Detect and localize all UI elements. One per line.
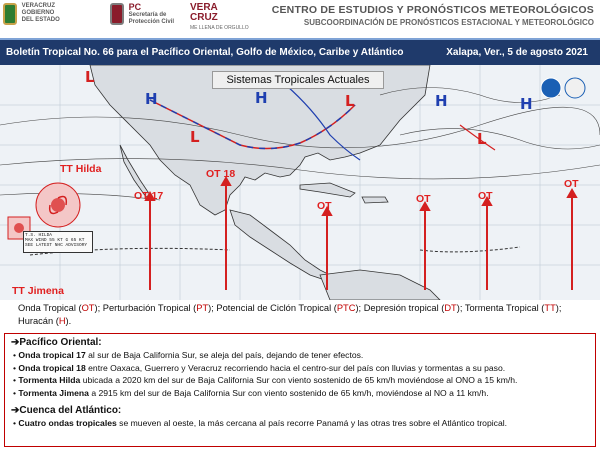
- logo-pc-line-2: Secretaría de: [128, 12, 167, 18]
- low-pressure-label-3: L: [345, 92, 355, 110]
- hispaniola-land: [362, 197, 388, 203]
- surface-weather-map: [0, 65, 600, 300]
- logo-veracruz-line-2: GOBIERNO: [21, 10, 55, 16]
- pacific-item: • Onda tropical 18 entre Oaxaca, Guerrero y Veracruz recorriendo hacia el centro-sur del país con lluvias y tormentas a su paso.: [11, 362, 589, 374]
- pacific-item: • Tormenta Hilda ubicada a 2020 km del sur de Baja California Sur con viento sostenido de 65 km/h moviéndose al ONO a 15 km/h.: [11, 374, 589, 386]
- map-graphics: [0, 65, 600, 300]
- legend-abbr-pt: PT: [196, 303, 209, 313]
- pc-crest-icon: [110, 3, 124, 25]
- ot17-label: OT 17: [134, 190, 164, 202]
- bulletin-title: Boletín Tropical No. 66 para el Pacífico Oriental, Golfo de México, Caribe y Atlántico: [6, 47, 404, 58]
- legend-abbr-dt: DT: [444, 303, 457, 313]
- center-title: CENTRO DE ESTUDIOS Y PRONÓSTICOS METEOROLÓGICOS: [271, 4, 594, 16]
- logo-vc-line-3: ME LLENA DE ORGULLO: [190, 25, 249, 31]
- legend-abbr-ot: OT: [81, 303, 95, 313]
- high-pressure-label-3: H: [435, 92, 448, 110]
- wave-arrow-ot-4: [568, 190, 576, 197]
- header-title-block: [272, 4, 594, 27]
- atlantic-heading: ➔Cuenca del Atlántico:: [11, 405, 122, 417]
- high-pressure-label-4: H: [520, 95, 533, 113]
- high-pressure-label-1: H: [145, 90, 158, 108]
- pacific-item: • Onda tropical 17 al sur de Baja California Sur, se aleja del país, dejando de tener efectos.: [11, 349, 589, 361]
- low-pressure-label-1: L: [85, 68, 95, 86]
- veracruz-government-logo: [3, 3, 60, 25]
- advisory-line-1: T.S. HILDA: [25, 233, 53, 238]
- logo-pc-line-3: Protección Civil: [128, 19, 175, 25]
- hilda-advisory-box: [23, 231, 93, 253]
- proteccion-civil-logo: [110, 3, 174, 26]
- header: [0, 0, 600, 38]
- legend: [0, 300, 600, 332]
- atlantic-item: • Cuatro ondas tropicales se mueven al oeste, la más cercana al país recorre Panamá y las otras tres sobre el Atlántico tropical.: [11, 417, 589, 429]
- veracruz-me-llena-logo: [190, 3, 249, 33]
- low-pressure-label-4: L: [477, 130, 487, 148]
- monsoon-trough-east: [420, 247, 520, 252]
- logo-vc-line-2: CRUZ: [190, 12, 218, 23]
- legend-abbr-ptc: PTC: [336, 303, 356, 313]
- legend-text: ).: [65, 316, 72, 326]
- forecast-summary: [4, 333, 596, 447]
- bulletin-date: Xalapa, Ver., 5 de agosto 2021: [446, 47, 588, 58]
- legend-text: Onda Tropical (: [18, 303, 82, 313]
- tt-jimena-label: TT Jimena: [12, 285, 64, 297]
- tt-hilda-symbol: [36, 183, 80, 227]
- map-title: Sistemas Tropicales Actuales: [212, 71, 384, 89]
- south-america-land: [320, 270, 440, 300]
- central-america-land: [230, 210, 330, 280]
- center-subtitle: SUBCOORDINACIÓN DE PRONÓSTICOS ESTACIONAL Y METEOROLÓGICO: [303, 18, 594, 27]
- legend-abbr-h: H: [58, 316, 66, 326]
- pacific-item: • Tormenta Jimena a 2915 km del sur de Baja California Sur con viento sostenido de 65 km/h, moviéndose al NO a 11 km/h.: [11, 387, 589, 399]
- legend-text: ); Tormenta Tropical (: [456, 303, 545, 313]
- legend-text: ); Depresión tropical (: [355, 303, 445, 313]
- legend-text: ); Huracán (: [18, 303, 562, 326]
- tt-hilda-label: TT Hilda: [60, 163, 102, 175]
- advisory-line-3: SEE LATEST NHC ADVISORY: [25, 243, 88, 248]
- logo-veracruz-line-3: DEL ESTADO: [21, 17, 60, 23]
- nws-logo-icon: [565, 78, 585, 98]
- legend-text: ); Potencial de Ciclón Tropical (: [208, 303, 337, 313]
- noaa-logo-icon: [541, 78, 561, 98]
- ot-label-2: OT: [416, 193, 431, 205]
- ot-label-3: OT: [478, 190, 493, 202]
- bulletin-bar: [0, 38, 600, 65]
- ot18-label: OT 18: [206, 168, 236, 180]
- logo-pc-line-1: PC: [128, 2, 142, 12]
- ot-label-1: OT: [317, 200, 332, 212]
- pacific-heading: ➔Pacífico Oriental:: [11, 337, 102, 348]
- high-pressure-label-2: H: [255, 89, 268, 107]
- veracruz-crest-icon: [3, 3, 17, 25]
- low-pressure-label-2: L: [190, 128, 200, 146]
- legend-text: ); Perturbación Tropical (: [94, 303, 197, 313]
- legend-abbr-tt: TT: [544, 303, 556, 313]
- advisory-line-2: MAX WIND 55 KT G 65 KT: [25, 238, 85, 243]
- logo-vc-line-1: VERA: [190, 2, 218, 13]
- logo-veracruz-line-1: VERACRUZ: [21, 3, 56, 9]
- ot-label-4: OT: [564, 178, 579, 190]
